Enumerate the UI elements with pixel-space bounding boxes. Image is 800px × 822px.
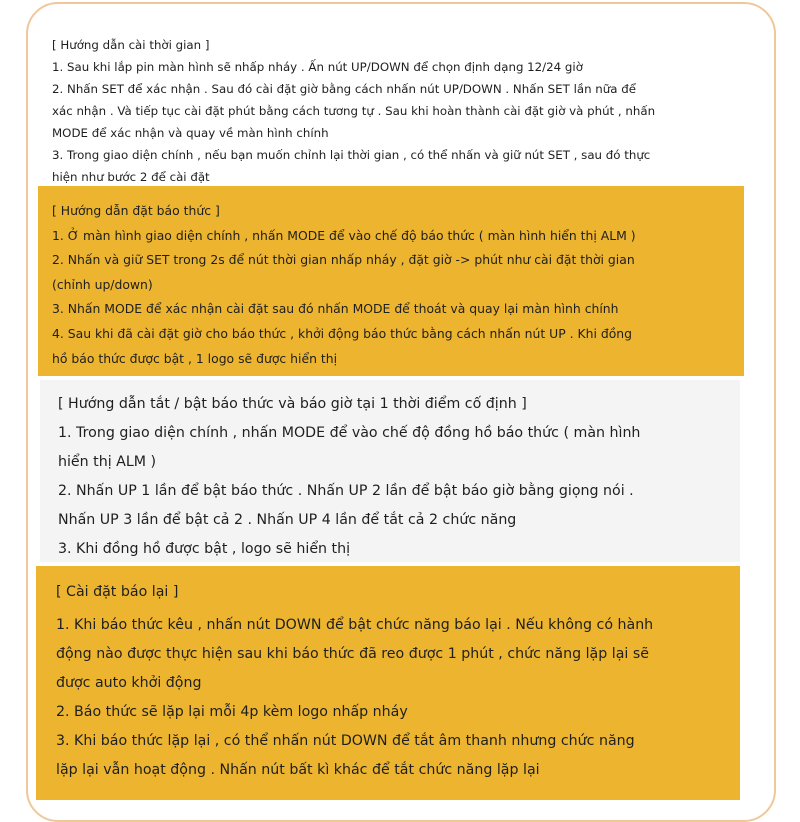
instruction-line: 1. Sau khi lắp pin màn hình sẽ nhấp nháy . Ấn nút UP/DOWN để chọn định dạng 12/24 giờ — [52, 60, 583, 74]
snooze-setting-section — [36, 566, 740, 800]
instruction-line: 2. Báo thức sẽ lặp lại mỗi 4p kèm logo nhấp nháy — [56, 704, 408, 720]
instruction-line: MODE để xác nhận và quay về màn hình chính — [52, 126, 329, 140]
instruction-line: 2. Nhấn SET để xác nhận . Sau đó cài đặt giờ bằng cách nhấn nút UP/DOWN . Nhấn SET lần nữa để — [52, 82, 636, 96]
instruction-line: Nhấn UP 3 lần để bật cả 2 . Nhấn UP 4 lần để tắt cả 2 chức năng — [58, 512, 517, 528]
instruction-line: hiện như bước 2 để cài đặt — [52, 170, 210, 184]
instruction-line: (chỉnh up/down) — [52, 276, 153, 292]
instruction-line: 1. Trong giao diện chính , nhấn MODE để vào chế độ đồng hồ báo thức ( màn hình — [58, 425, 641, 441]
section-heading: [ Cài đặt báo lại ] — [56, 584, 179, 600]
section-heading: [ Hướng dẫn tắt / bật báo thức và báo giờ tại 1 thời điểm cố định ] — [58, 396, 527, 412]
alarm-setting-section — [38, 186, 744, 376]
instruction-line: 3. Khi báo thức lặp lại , có thể nhấn nút DOWN để tắt âm thanh nhưng chức năng — [56, 733, 635, 749]
time-setting-section — [38, 22, 744, 182]
alarm-toggle-section — [40, 380, 740, 562]
instruction-line: 1. Khi báo thức kêu , nhấn nút DOWN để bật chức năng báo lại . Nếu không có hành — [56, 617, 654, 633]
instruction-line: hiển thị ALM ) — [58, 454, 157, 470]
instruction-line: được auto khởi động — [56, 675, 202, 691]
instruction-line: lặp lại vẫn hoạt động . Nhấn nút bất kì khác để tắt chức năng lặp lại — [56, 762, 540, 778]
instruction-line: 3. Trong giao diện chính , nếu bạn muốn chỉnh lại thời gian , có thể nhấn và giữ nút SET , sau đó thực — [52, 148, 651, 162]
instruction-line: 3. Nhấn MODE để xác nhận cài đặt sau đó nhấn MODE để thoát và quay lại màn hình chính — [52, 301, 619, 317]
instruction-line: 1. Ở màn hình giao diện chính , nhấn MODE để vào chế độ báo thức ( màn hình hiển thị ALM ) — [52, 227, 636, 243]
instruction-line: 2. Nhấn UP 1 lần để bật báo thức . Nhấn UP 2 lần để bật báo giờ bằng giọng nói . — [58, 483, 634, 499]
instruction-line: 2. Nhấn và giữ SET trong 2s để nút thời gian nhấp nháy , đặt giờ -> phút như cài đặt thời gian — [52, 252, 635, 268]
section-heading: [ Hướng dẫn cài thời gian ] — [52, 38, 210, 52]
section-heading: [ Hướng dẫn đặt báo thức ] — [52, 203, 220, 218]
instruction-line: xác nhận . Và tiếp tục cài đặt phút bằng cách tương tự . Sau khi hoàn thành cài đặt giờ và phút , nhấn — [52, 104, 656, 118]
instruction-line: 4. Sau khi đã cài đặt giờ cho báo thức , khởi động báo thức bằng cách nhấn nút UP . Khi đồng — [52, 325, 633, 341]
instruction-line: 3. Khi đồng hồ được bật , logo sẽ hiển thị — [58, 541, 351, 557]
instruction-line: động nào được thực hiện sau khi báo thức đã reo được 1 phút , chức năng lặp lại sẽ — [56, 646, 649, 662]
instruction-line: hồ báo thức được bật , 1 logo sẽ được hiển thị — [52, 350, 338, 366]
